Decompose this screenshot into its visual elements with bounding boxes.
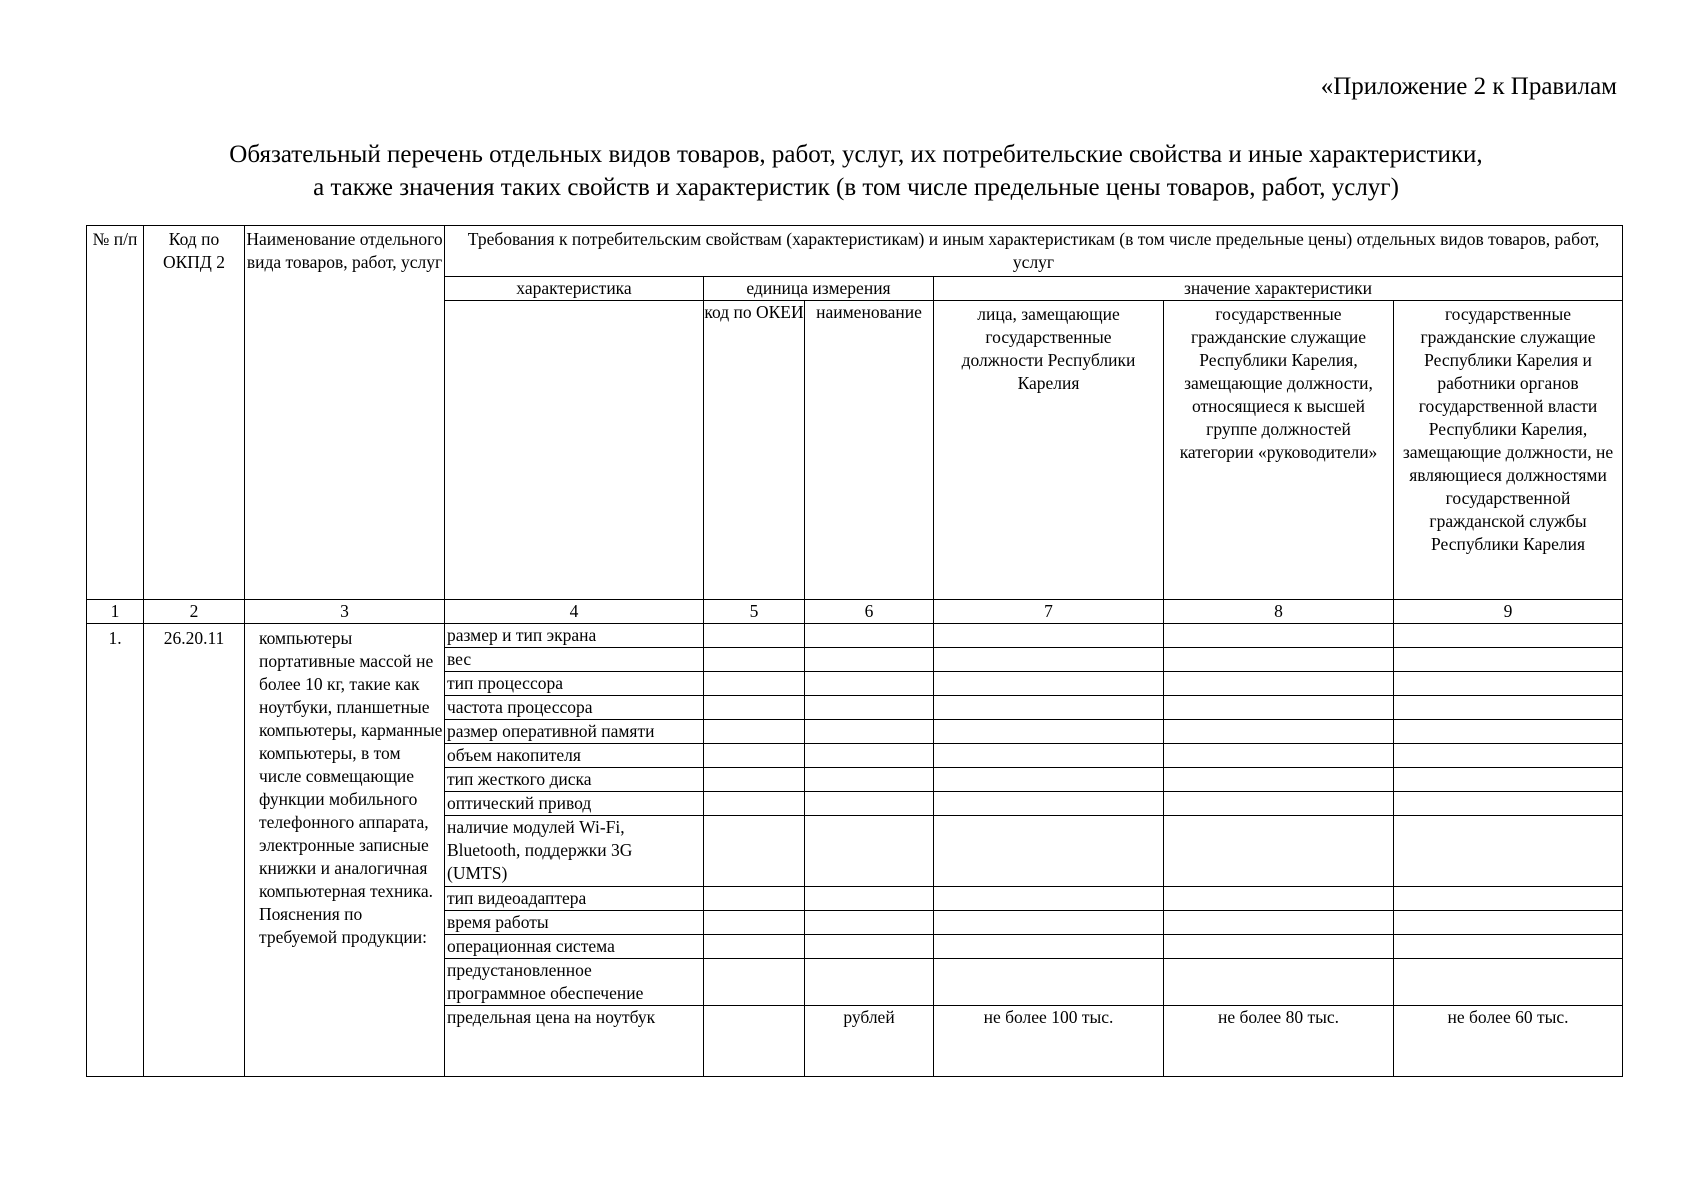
table-row [87, 624, 1623, 648]
price-unit: рублей [805, 1006, 934, 1077]
title-line-1: Обязательный перечень отдельных видов товаров, работ, услуг, их потребительские свойства и иные характеристики, [229, 141, 1483, 168]
characteristic-cell: объем накопителя [445, 744, 704, 768]
colnum-4: 4 [445, 600, 704, 624]
price-col7: не более 100 тыс. [934, 1006, 1164, 1077]
characteristic-cell: время работы [445, 911, 704, 935]
colnum-8: 8 [1164, 600, 1394, 624]
header-characteristic: характеристика [445, 277, 704, 301]
appendix-label: «Приложение 2 к Правилам [1320, 73, 1617, 100]
header-value: значение характеристики [934, 277, 1623, 301]
header-col8: государственные гражданские служащие Республики Карелия, замещающие должности, относящиеся к высшей группе должностей категории «руководители» [1164, 301, 1394, 600]
row-num: 1. [87, 624, 144, 1077]
colnum-7: 7 [934, 600, 1164, 624]
characteristic-cell: оптический привод [445, 792, 704, 816]
row-okpd: 26.20.11 [144, 624, 245, 1077]
colnum-6: 6 [805, 600, 934, 624]
document-title [86, 138, 1626, 204]
characteristic-cell: размер оперативной памяти [445, 720, 704, 744]
header-col7: лица, замещающие государственные должности Республики Карелия [934, 301, 1164, 600]
colnum-3: 3 [245, 600, 445, 624]
requirements-table [86, 225, 1623, 1077]
row-product-name: компьютеры портативные массой не более 10 кг, такие как ноутбуки, планшетные компьютеры, карманные компьютеры, в том числе совмещающие функции мобильного телефонного аппарата, электронные записные книжки и аналогичная компьютерная техника. Пояснения по требуемой продукции: [245, 624, 445, 1077]
colnum-2: 2 [144, 600, 245, 624]
colnum-1: 1 [87, 600, 144, 624]
header-unit-name: наименование [805, 301, 934, 600]
characteristic-cell: размер и тип экрана [445, 624, 704, 648]
colnum-9: 9 [1394, 600, 1623, 624]
column-numbers-row [87, 600, 1623, 624]
characteristic-cell: наличие модулей Wi-Fi, Bluetooth, поддержки 3G (UMTS) [445, 816, 704, 887]
header-okei-code: код по ОКЕИ [704, 301, 805, 600]
header-characteristic-blank [445, 301, 704, 600]
characteristic-cell: тип видеоадаптера [445, 887, 704, 911]
price-col9: не более 60 тыс. [1394, 1006, 1623, 1077]
characteristic-cell: частота процессора [445, 696, 704, 720]
colnum-5: 5 [704, 600, 805, 624]
characteristic-cell: предустановленное программное обеспечение [445, 959, 704, 1006]
header-name: Наименование отдельного вида товаров, работ, услуг [245, 226, 445, 600]
header-requirements: Требования к потребительским свойствам (характеристикам) и иным характеристикам (в том числе предельные цены) отдельных видов товаров, работ, услуг [445, 226, 1623, 277]
header-num: № п/п [87, 226, 144, 600]
price-col8: не более 80 тыс. [1164, 1006, 1394, 1077]
characteristic-cell: операционная система [445, 935, 704, 959]
header-row-1 [87, 226, 1623, 277]
header-col9: государственные гражданские служащие Республики Карелия и работники органов государственной власти Республики Карелия, замещающие должности, не являющиеся должностями государственной гражданской службы Республики Карелия [1394, 301, 1623, 600]
header-okpd: Код по ОКПД 2 [144, 226, 245, 600]
characteristic-cell: тип процессора [445, 672, 704, 696]
characteristic-cell: тип жесткого диска [445, 768, 704, 792]
title-line-2: а также значения таких свойств и характеристик (в том числе предельные цены товаров, работ, услуг) [313, 174, 1399, 201]
header-unit: единица измерения [704, 277, 934, 301]
characteristic-cell: вес [445, 648, 704, 672]
characteristic-cell: предельная цена на ноутбук [445, 1006, 704, 1077]
